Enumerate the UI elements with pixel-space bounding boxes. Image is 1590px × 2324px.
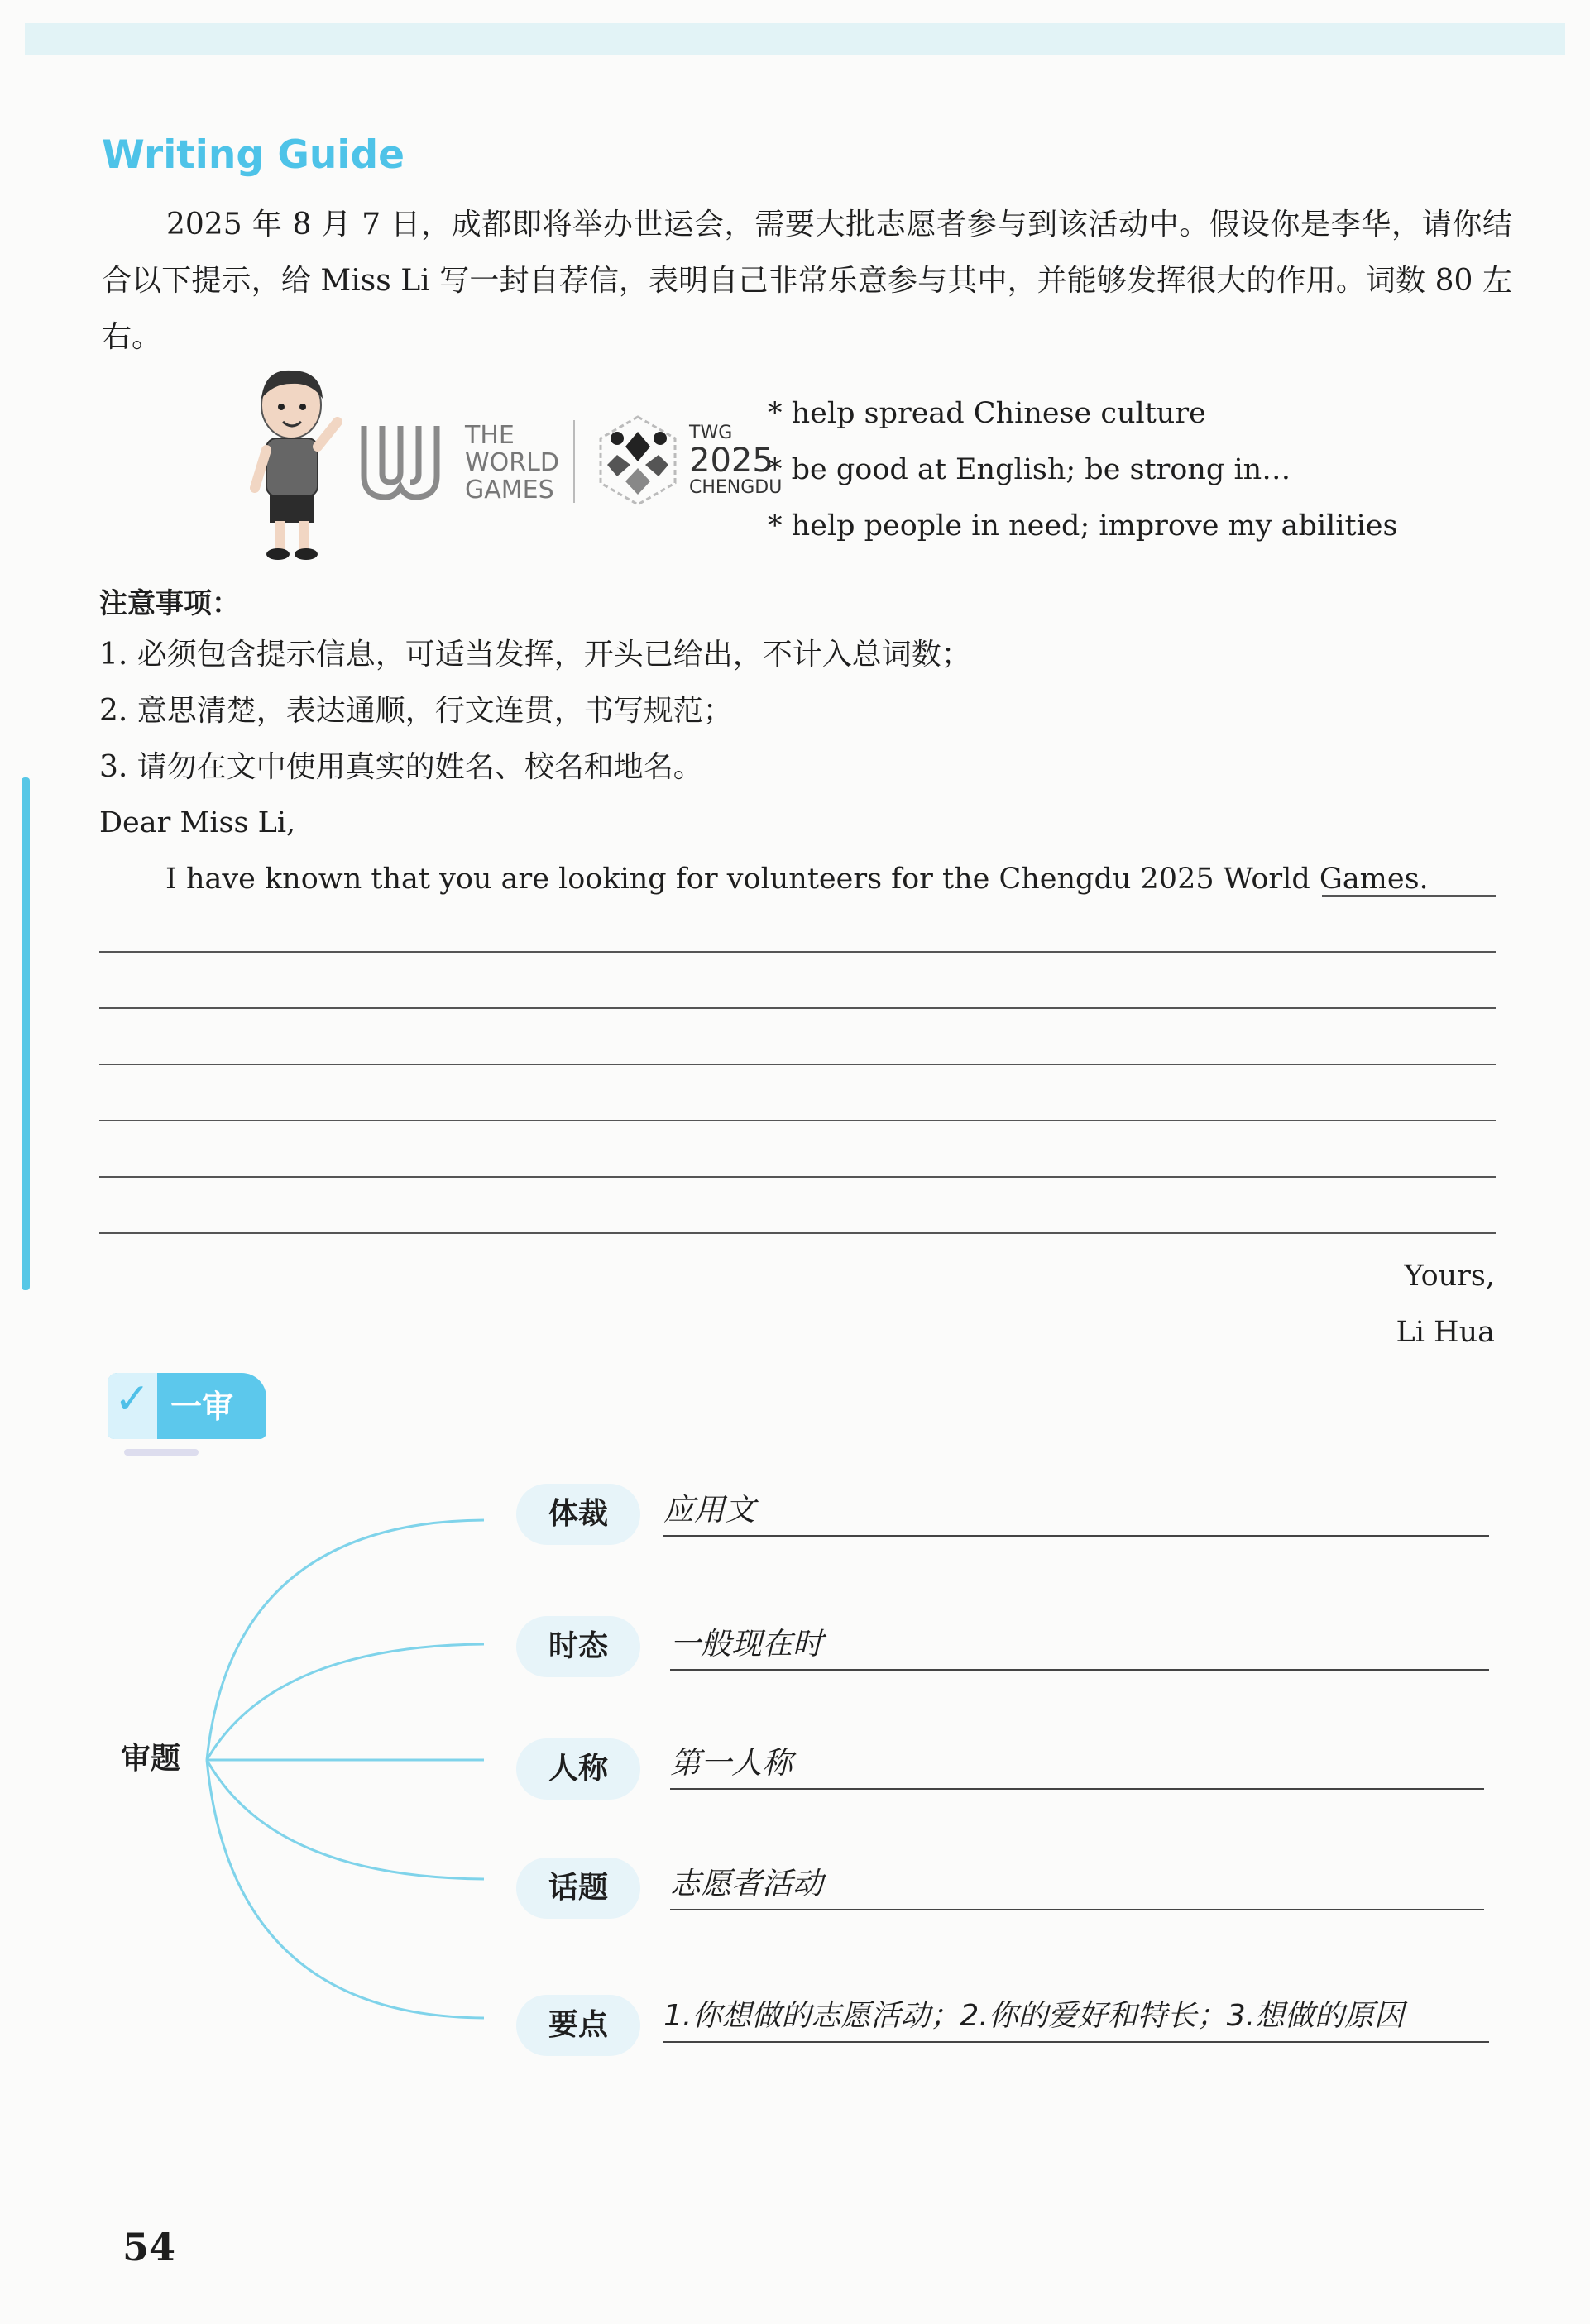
letter-signature: Li Hua bbox=[1396, 1316, 1495, 1349]
answer-key-points: 1.你想做的志愿活动；2.你的爱好和特长；3.想做的原因 bbox=[663, 1993, 1489, 2043]
branch-label-tense: 时态 bbox=[516, 1616, 640, 1677]
hint-item: * be good at English; be strong in… bbox=[768, 453, 1291, 486]
letter-opening: I have known that you are looking for volunteers for the Chengdu 2025 World Games. bbox=[165, 863, 1429, 896]
branch-label-genre: 体裁 bbox=[516, 1484, 640, 1545]
page-number: 54 bbox=[122, 2225, 176, 2269]
writing-prompt: 2025 年 8 月 7 日，成都即将举办世运会，需要大批志愿者参与到该活动中。假设你是李华，请你结合以下提示，给 Miss Li 写一封自荐信，表明自己非常乐意参与其中，并能够发挥很大的作用。词数 80 左右。 bbox=[102, 208, 1512, 354]
answer-tense: 一般现在时 bbox=[670, 1621, 1489, 1671]
branch-label-key-points: 要点 bbox=[516, 1995, 640, 2056]
step-badge-label: 一审 bbox=[170, 1389, 234, 1425]
note-item: 1. 必须包含提示信息，可适当发挥，开头已给出，不计入总词数； bbox=[99, 638, 971, 672]
note-item: 3. 请勿在文中使用真实的姓名、校名和地名。 bbox=[99, 750, 703, 784]
twg-logo-text: TWG 2025 CHENGDU bbox=[689, 423, 783, 498]
section-heading: Writing Guide bbox=[102, 132, 405, 178]
answer-topic: 志愿者活动 bbox=[670, 1861, 1484, 1910]
branch-label-topic: 话题 bbox=[516, 1858, 640, 1919]
hint-item: * help people in need; improve my abilities bbox=[768, 509, 1398, 543]
letter-closing: Yours, bbox=[1404, 1260, 1495, 1293]
world-games-logo-text: THE WORLD GAMES bbox=[465, 421, 559, 504]
hint-item: * help spread Chinese culture bbox=[768, 397, 1206, 430]
letter-salutation: Dear Miss Li, bbox=[99, 806, 296, 839]
note-item: 2. 意思清楚，表达通顺，行文连贯，书写规范； bbox=[99, 694, 733, 728]
answer-genre: 应用文 bbox=[663, 1487, 1489, 1537]
branch-label-person: 人称 bbox=[516, 1738, 640, 1800]
checkmark-icon: ✓ bbox=[114, 1375, 151, 1424]
answer-person: 第一人称 bbox=[670, 1740, 1484, 1790]
notes-title: 注意事项： bbox=[99, 587, 240, 620]
mindmap-root: 审题 bbox=[121, 1742, 181, 1776]
